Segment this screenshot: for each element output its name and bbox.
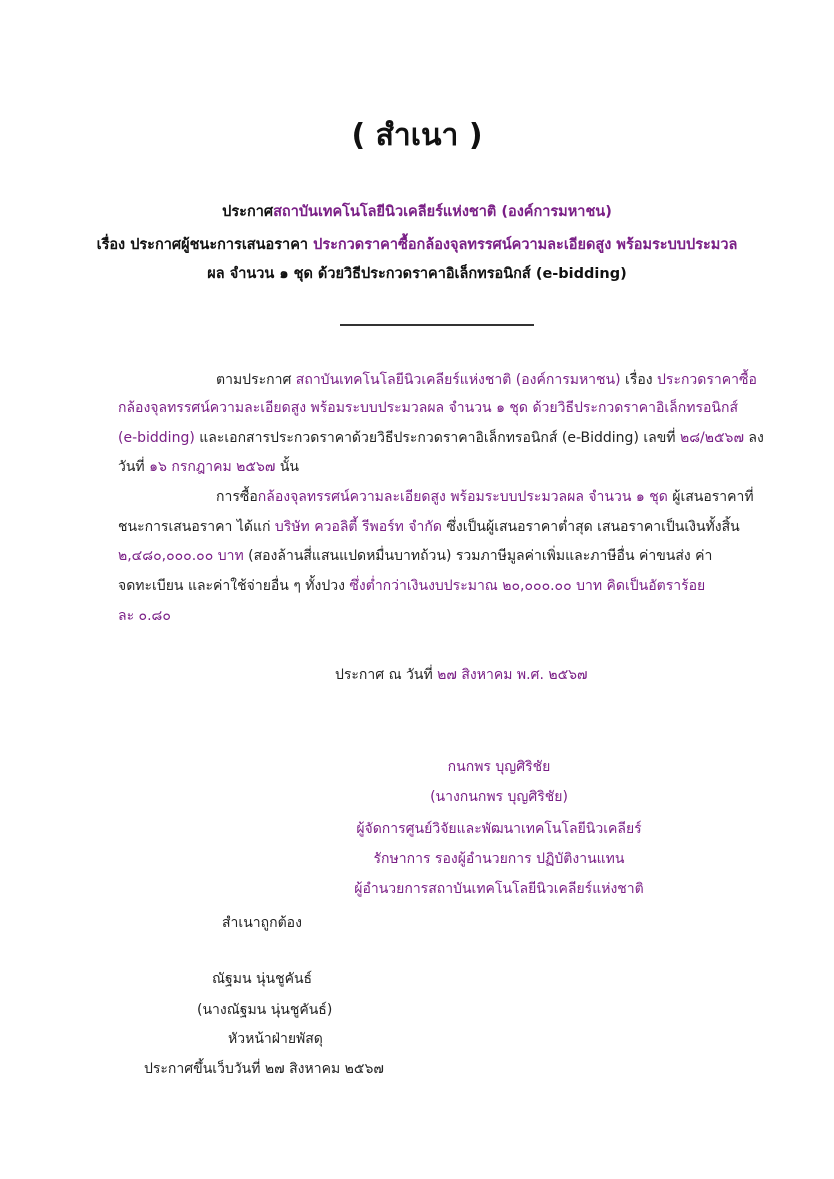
text: ตามประกาศ bbox=[216, 372, 296, 388]
announce-date bbox=[335, 664, 588, 686]
method: (e-bidding) bbox=[118, 430, 195, 446]
signer-full-name: (นางกนกพร บุญศิริชัย) bbox=[430, 789, 568, 805]
project-name: กล้องจุลทรรศน์ความละเอียดสูง พร้อมระบบประมวลผล จำนวน ๑ ชุด bbox=[257, 489, 668, 505]
para1-line2: กล้องจุลทรรศน์ความละเอียดสูง พร้อมระบบประมวลผล จำนวน ๑ ชุด ด้วยวิธีประกวดราคาอิเล็กทรอนิกส์ bbox=[118, 400, 738, 416]
winner-name: บริษัท ควอลิตี้ รีพอร์ท จำกัด bbox=[274, 519, 442, 535]
para2-line4 bbox=[118, 575, 705, 597]
para2-line3 bbox=[118, 545, 712, 567]
certified-label: สำเนาถูกต้อง bbox=[222, 915, 302, 931]
document-number: ๒๘/๒๕๖๗ bbox=[679, 430, 744, 446]
header-prefix: ประกาศ bbox=[222, 204, 274, 220]
header-org: สถาบันเทคโนโลยีนิวเคลียร์แห่งชาติ (องค์การมหาชน) bbox=[273, 204, 612, 220]
copy-mark: ( สำเนา ) bbox=[351, 118, 483, 153]
header-subject-prefix: เรื่อง ประกาศผู้ชนะการเสนอราคา bbox=[96, 237, 309, 253]
divider bbox=[340, 324, 534, 326]
signer-position-3: ผู้อำนวยการสถาบันเทคโนโลยีนิวเคลียร์แห่งชาติ bbox=[354, 881, 644, 897]
text: วันที่ bbox=[118, 459, 150, 475]
signer-signature: กนกพร บุญศิริชัย bbox=[447, 759, 551, 775]
para1-line4 bbox=[118, 456, 299, 478]
text: ประกาศ ณ วันที่ bbox=[335, 667, 438, 683]
org-name: สถาบันเทคโนโลยีนิวเคลียร์แห่งชาติ (องค์การมหาชน) bbox=[295, 372, 621, 388]
para2-line2 bbox=[118, 516, 740, 538]
certifier-position: หัวหน้าฝ่ายพัสดุ bbox=[228, 1031, 323, 1047]
text: การซื้อ bbox=[216, 489, 258, 505]
bid-amount: ๒,๔๘๐,๐๐๐.๐๐ บาท bbox=[118, 548, 244, 564]
text: และเอกสารประกวดราคาด้วยวิธีประกวดราคาอิเล็กทรอนิกส์ (e-Bidding) เลขที่ bbox=[194, 430, 680, 446]
web-post-date: ประกาศขึ้นเว็บวันที่ ๒๗ สิงหาคม ๒๕๖๗ bbox=[144, 1061, 384, 1077]
para1-line1 bbox=[216, 369, 757, 391]
signer-position-1: ผู้จัดการศูนย์วิจัยและพัฒนาเทคโนโลยีนิวเคลียร์ bbox=[356, 821, 642, 837]
text: จดทะเบียน และค่าใช้จ่ายอื่น ๆ ทั้งปวง bbox=[118, 578, 350, 594]
text: ซึ่งเป็นผู้เสนอราคาต่ำสุด เสนอราคาเป็นเงินทั้งสิ้น bbox=[441, 519, 740, 535]
date-value: ๒๗ สิงหาคม พ.ศ. ๒๕๖๗ bbox=[437, 667, 588, 683]
signer-position-2: รักษาการ รองผู้อำนวยการ ปฏิบัติงานแทน bbox=[373, 851, 625, 867]
text: เรื่อง bbox=[620, 372, 658, 388]
text: (สองล้านสี่แสนแปดหมื่นบาทถ้วน) รวมภาษีมูลค่าเพิ่มและภาษีอื่น ค่าขนส่ง ค่า bbox=[243, 548, 713, 564]
header-line-3: ผล จำนวน ๑ ชุด ด้วยวิธีประกวดราคาอิเล็กทรอนิกส์ (e-bidding) bbox=[207, 266, 627, 282]
para1-line3 bbox=[118, 427, 764, 449]
text: ชนะการเสนอราคา ได้แก่ bbox=[118, 519, 275, 535]
certifier-signature: ณัฐมน นุ่นชูคันธ์ bbox=[212, 971, 313, 987]
text: ลง bbox=[743, 430, 764, 446]
para2-line5: ละ ๐.๘๐ bbox=[118, 608, 171, 624]
document-date: ๑๖ กรกฎาคม ๒๕๖๗ bbox=[149, 459, 276, 475]
text: ผู้เสนอราคาที่ bbox=[667, 489, 754, 505]
header-project: ประกวดราคาซื้อกล้องจุลทรรศน์ความละเอียดสูง พร้อมระบบประมวล bbox=[313, 237, 738, 253]
header-line-2 bbox=[0, 233, 834, 256]
text: นั้น bbox=[275, 459, 299, 475]
para2-line1 bbox=[216, 486, 754, 508]
project-name: ประกวดราคาซื้อ bbox=[657, 372, 757, 388]
header-line-1 bbox=[0, 200, 834, 223]
budget-comparison: ซึ่งต่ำกว่าเงินงบประมาณ ๒๐,๐๐๐.๐๐ บาท คิดเป็นอัตราร้อย bbox=[349, 578, 706, 594]
certifier-full-name: (นางณัฐมน นุ่นชูคันธ์) bbox=[197, 1002, 333, 1018]
